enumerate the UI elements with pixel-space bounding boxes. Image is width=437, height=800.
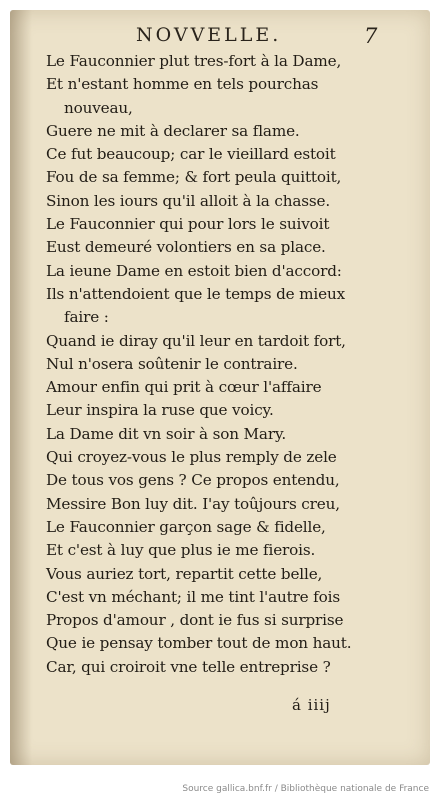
verse-line: Leur inspira la ruse que voicy. bbox=[46, 401, 274, 420]
verse-line: Ce fut beaucoup; car le vieillard estoit bbox=[46, 145, 336, 164]
running-head: NOVVELLE. bbox=[136, 24, 282, 46]
verse-line: Car, qui croiroit vne telle entreprise ? bbox=[46, 657, 331, 676]
verse-line: Messire Bon luy dit. I'ay toûjours creu, bbox=[46, 494, 340, 513]
verse-block bbox=[46, 50, 416, 679]
verse-line: Guere ne mit à declarer sa flame. bbox=[46, 121, 300, 140]
verse-line: nouveau, bbox=[64, 98, 133, 117]
verse-line: Quand ie diray qu'il leur en tardoit fort, bbox=[46, 331, 346, 350]
verse-line: Nul n'osera soûtenir le contraire. bbox=[46, 354, 298, 373]
verse-line: Amour enfin qui prit à cœur l'affaire bbox=[46, 378, 322, 397]
page-gutter-shadow bbox=[10, 10, 32, 765]
verse-line: Que ie pensay tomber tout de mon haut. bbox=[46, 634, 352, 653]
verse-line: Propos d'amour , dont ie fus si surprise bbox=[46, 611, 344, 630]
verse-line: Vous auriez tort, repartit cette belle, bbox=[46, 564, 323, 583]
signature-mark: á iiij bbox=[292, 696, 331, 714]
verse-line: La ieune Dame en estoit bien d'accord: bbox=[46, 261, 342, 280]
verse-line: Le Fauconnier plut tres-fort à la Dame, bbox=[46, 52, 342, 70]
page-number: 7 bbox=[364, 24, 378, 48]
verse-line: De tous vos gens ? Ce propos entendu, bbox=[46, 471, 340, 490]
verse-line: Fou de sa femme; & fort peula quittoit, bbox=[46, 168, 342, 187]
verse-line: Ils n'attendoient que le temps de mieux bbox=[46, 284, 345, 303]
verse-line: Sinon les iours qu'il alloit à la chasse. bbox=[46, 191, 331, 210]
verse-line: Et c'est à luy que plus ie me fierois. bbox=[46, 541, 316, 560]
verse-line: Eust demeuré volontiers en sa place. bbox=[46, 238, 326, 257]
verse-line: Qui croyez-vous le plus remply de zele bbox=[46, 448, 337, 467]
verse-line: Le Fauconnier qui pour lors le suivoit bbox=[46, 215, 330, 234]
verse-line: La Dame dit vn soir à son Mary. bbox=[46, 424, 287, 443]
verse-line: Le Fauconnier garçon sage & fidelle, bbox=[46, 517, 326, 536]
verse-line: C'est vn méchant; il me tint l'autre fois bbox=[46, 587, 341, 606]
book-page bbox=[10, 10, 430, 765]
verse-line: faire : bbox=[64, 308, 109, 327]
verse-line: Et n'estant homme en tels pourchas bbox=[46, 75, 319, 94]
source-credit: Source gallica.bnf.fr / Bibliothèque nationale de France bbox=[182, 784, 429, 794]
